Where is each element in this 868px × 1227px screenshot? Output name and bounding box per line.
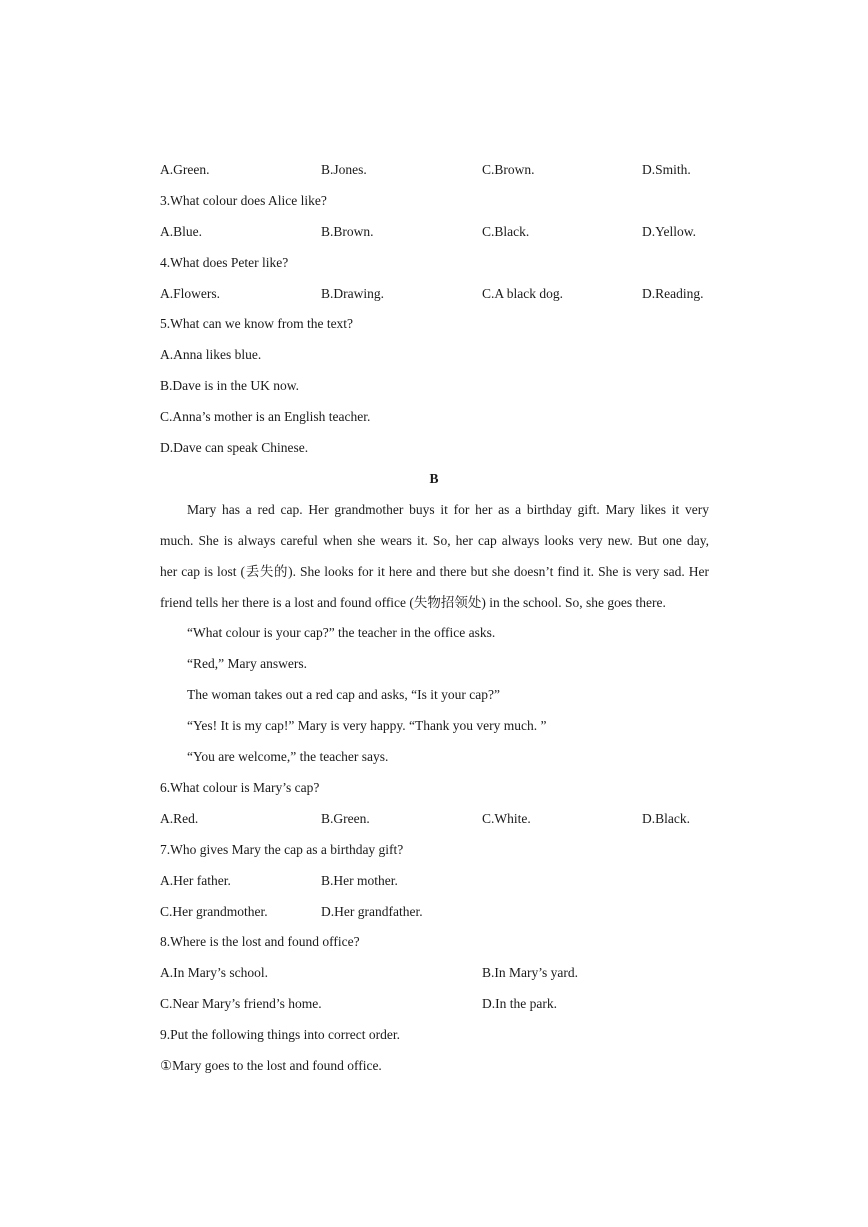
q2-option-d: D.Smith. bbox=[642, 162, 691, 177]
passage-line: much. She is always careful when she wears it. So, her cap always looks very new. But one day, bbox=[160, 533, 709, 548]
q5-question: 5.What can we know from the text? bbox=[160, 316, 354, 331]
q3-question: 3.What colour does Alice like? bbox=[160, 193, 327, 208]
q7-option-b: B.Her mother. bbox=[321, 873, 398, 888]
q4-option-d: D.Reading. bbox=[642, 286, 704, 301]
q4-question: 4.What does Peter like? bbox=[160, 255, 289, 270]
q4-options bbox=[160, 286, 740, 302]
q6-options bbox=[160, 811, 740, 827]
q5-option-d: D.Dave can speak Chinese. bbox=[160, 440, 309, 455]
q4-option-b: B.Drawing. bbox=[321, 286, 384, 301]
dialogue-line: “You are welcome,” the teacher says. bbox=[187, 749, 389, 764]
q7-options-row2 bbox=[160, 904, 740, 920]
q3-option-c: C.Black. bbox=[482, 224, 530, 239]
q8-option-d: D.In the park. bbox=[482, 996, 557, 1011]
q2-option-b: B.Jones. bbox=[321, 162, 367, 177]
q6-option-c: C.White. bbox=[482, 811, 531, 826]
section-heading: B bbox=[429, 471, 439, 486]
q5-option-c: C.Anna’s mother is an English teacher. bbox=[160, 409, 371, 424]
q8-question: 8.Where is the lost and found office? bbox=[160, 934, 360, 949]
q8-options-row2 bbox=[160, 996, 740, 1012]
q4-option-a: A.Flowers. bbox=[160, 286, 220, 301]
q9-question: 9.Put the following things into correct order. bbox=[160, 1027, 400, 1042]
q2-option-a: A.Green. bbox=[160, 162, 210, 177]
q9-item: ①Mary goes to the lost and found office. bbox=[160, 1058, 382, 1073]
q2-options bbox=[160, 162, 740, 178]
q5-option-b: B.Dave is in the UK now. bbox=[160, 378, 299, 393]
q3-option-b: B.Brown. bbox=[321, 224, 374, 239]
q7-options-row1 bbox=[160, 873, 740, 889]
dialogue-line: “Red,” Mary answers. bbox=[187, 656, 307, 671]
passage-line: her cap is lost (丢失的). She looks for it here and there but she doesn’t find it. She is very sad. Her bbox=[160, 564, 709, 579]
q3-option-d: D.Yellow. bbox=[642, 224, 697, 239]
dialogue-line: “What colour is your cap?” the teacher in the office asks. bbox=[187, 625, 496, 640]
q7-question: 7.Who gives Mary the cap as a birthday gift? bbox=[160, 842, 404, 857]
q8-option-b: B.In Mary’s yard. bbox=[482, 965, 578, 980]
q8-option-c: C.Near Mary’s friend’s home. bbox=[160, 996, 322, 1011]
q7-option-a: A.Her father. bbox=[160, 873, 231, 888]
q8-options-row1 bbox=[160, 965, 740, 981]
q7-option-d: D.Her grandfather. bbox=[321, 904, 423, 919]
q3-option-a: A.Blue. bbox=[160, 224, 202, 239]
q8-option-a: A.In Mary’s school. bbox=[160, 965, 268, 980]
q7-option-c: C.Her grandmother. bbox=[160, 904, 268, 919]
q5-option-a: A.Anna likes blue. bbox=[160, 347, 262, 362]
q3-options bbox=[160, 224, 740, 240]
passage-line: friend tells her there is a lost and found office (失物招领处) in the school. So, she goes there. bbox=[160, 595, 666, 610]
q4-option-c: C.A black dog. bbox=[482, 286, 563, 301]
passage-line: Mary has a red cap. Her grandmother buys it for her as a birthday gift. Mary likes it very bbox=[187, 502, 709, 517]
q6-option-a: A.Red. bbox=[160, 811, 199, 826]
dialogue-line: The woman takes out a red cap and asks, “Is it your cap?” bbox=[187, 687, 501, 702]
q6-question: 6.What colour is Mary’s cap? bbox=[160, 780, 320, 795]
q2-option-c: C.Brown. bbox=[482, 162, 535, 177]
q6-option-d: D.Black. bbox=[642, 811, 690, 826]
dialogue-line: “Yes! It is my cap!” Mary is very happy. “Thank you very much. ” bbox=[187, 718, 547, 733]
q6-option-b: B.Green. bbox=[321, 811, 370, 826]
